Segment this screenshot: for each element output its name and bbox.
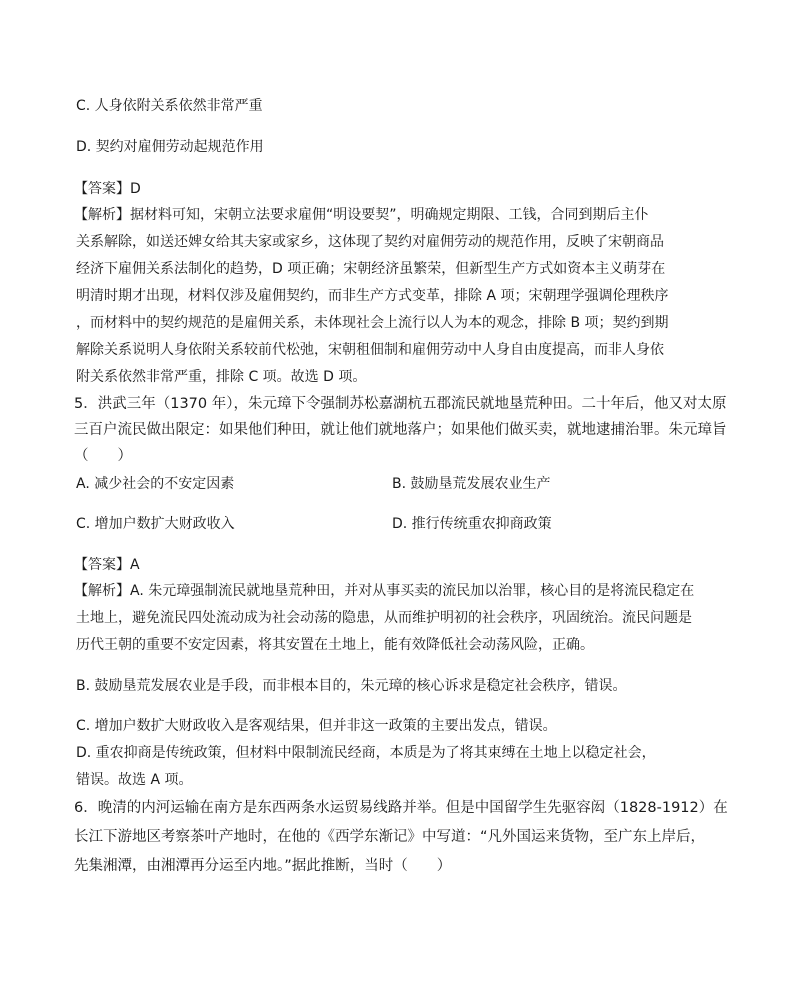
q4-analysis-line: 附关系依然非常严重，排除 C 项。故选 D 项。 <box>76 369 367 385</box>
q4-analysis-line: 【解析】据材料可知，宋朝立法要求雇佣“明设要契”，明确规定期限、工钱，合同到期后主仆 <box>74 207 649 223</box>
q4-analysis-line: 明清时期才出现，材料仅涉及雇佣契约，而非生产方式变革，排除 A 项；宋朝理学强调伦理秩序 <box>76 288 669 304</box>
q4-analysis-line: 关系解除，如送还婢女给其夫家或家乡，这体现了契约对雇佣劳动的规范作用，反映了宋朝商品 <box>76 234 664 250</box>
q5-stem-line: （ ） <box>74 448 132 464</box>
q4-option-d: D. 契约对雇佣劳动起规范作用 <box>76 139 264 155</box>
q5-analysis-option-b: B. 鼓励垦荒发展农业是手段，而非根本目的，朱元璋的核心诉求是稳定社会秩序，错误。 <box>76 678 627 694</box>
q4-analysis-line: 经济下雇佣关系法制化的趋势，D 项正确；宋朝经济虽繁荣，但新型生产方式如资本主义萌芽在 <box>76 261 666 277</box>
q6-stem-line: 先集湘潭，由湘潭再分运至内地。”据此推断，当时（ ） <box>74 858 452 874</box>
q6-stem-line: 长江下游地区考察茶叶产地时，在他的《西学东渐记》中写道：“凡外国运来货物，至广东上岸后， <box>74 829 706 845</box>
q5-analysis-option-d: D. 重农抑商是传统政策，但材料中限制流民经商，本质是为了将其束缚在土地上以稳定社会， <box>76 745 656 761</box>
q5-options-row-1 <box>76 475 776 493</box>
q5-stem-line: 三百户流民做出限定：如果他们种田，就让他们就地落户；如果他们做买卖，就地逮捕治罪。朱元璋旨 <box>74 422 727 438</box>
q5-analysis-line: 历代王朝的重要不安定因素，将其安置在土地上，能有效降低社会动荡风险，正确。 <box>76 637 594 653</box>
q5-analysis-line: 【解析】A. 朱元璋强制流民就地垦荒种田，并对从事买卖的流民加以治罪，核心目的是将流民稳定在 <box>74 583 695 599</box>
q5-analysis-option-d: 错误。故选 A 项。 <box>76 772 193 788</box>
q4-analysis-line: ，而材料中的契约规范的是雇佣关系，未体现社会上流行以人为本的观念，排除 B 项；契约到期 <box>76 315 669 331</box>
q5-stem-line: 5．洪武三年（1370 年），朱元璋下令强制苏松嘉湖杭五郡流民就地垦荒种田。二十年后，他又对太原 <box>74 396 727 412</box>
q5-option-b: B. 鼓励垦荒发展农业生产 <box>392 476 551 492</box>
q5-option-a: A. 减少社会的不安定因素 <box>76 476 235 492</box>
q4-answer: 【答案】D <box>74 181 141 197</box>
q5-answer: 【答案】A <box>74 557 140 573</box>
q4-option-c: C. 人身依附关系依然非常严重 <box>76 98 263 114</box>
q5-option-c: C. 增加户数扩大财政收入 <box>76 516 235 532</box>
q6-stem-line: 6．晚清的内河运输在南方是东西两条水运贸易线路并举。但是中国留学生先驱容闳（1828-1912）在 <box>74 800 728 816</box>
q5-option-d: D. 推行传统重农抑商政策 <box>392 516 552 532</box>
q5-options-row-2 <box>76 515 776 533</box>
q4-analysis-line: 解除关系说明人身依附关系较前代松弛，宋朝租佃制和雇佣劳动中人身自由度提高，而非人身依 <box>76 342 664 358</box>
q5-analysis-option-c: C. 增加户数扩大财政收入是客观结果，但并非这一政策的主要出发点，错误。 <box>76 718 557 734</box>
q5-analysis-line: 土地上，避免流民四处流动成为社会动荡的隐患，从而维护明初的社会秩序，巩固统治。流民问题是 <box>76 610 692 626</box>
